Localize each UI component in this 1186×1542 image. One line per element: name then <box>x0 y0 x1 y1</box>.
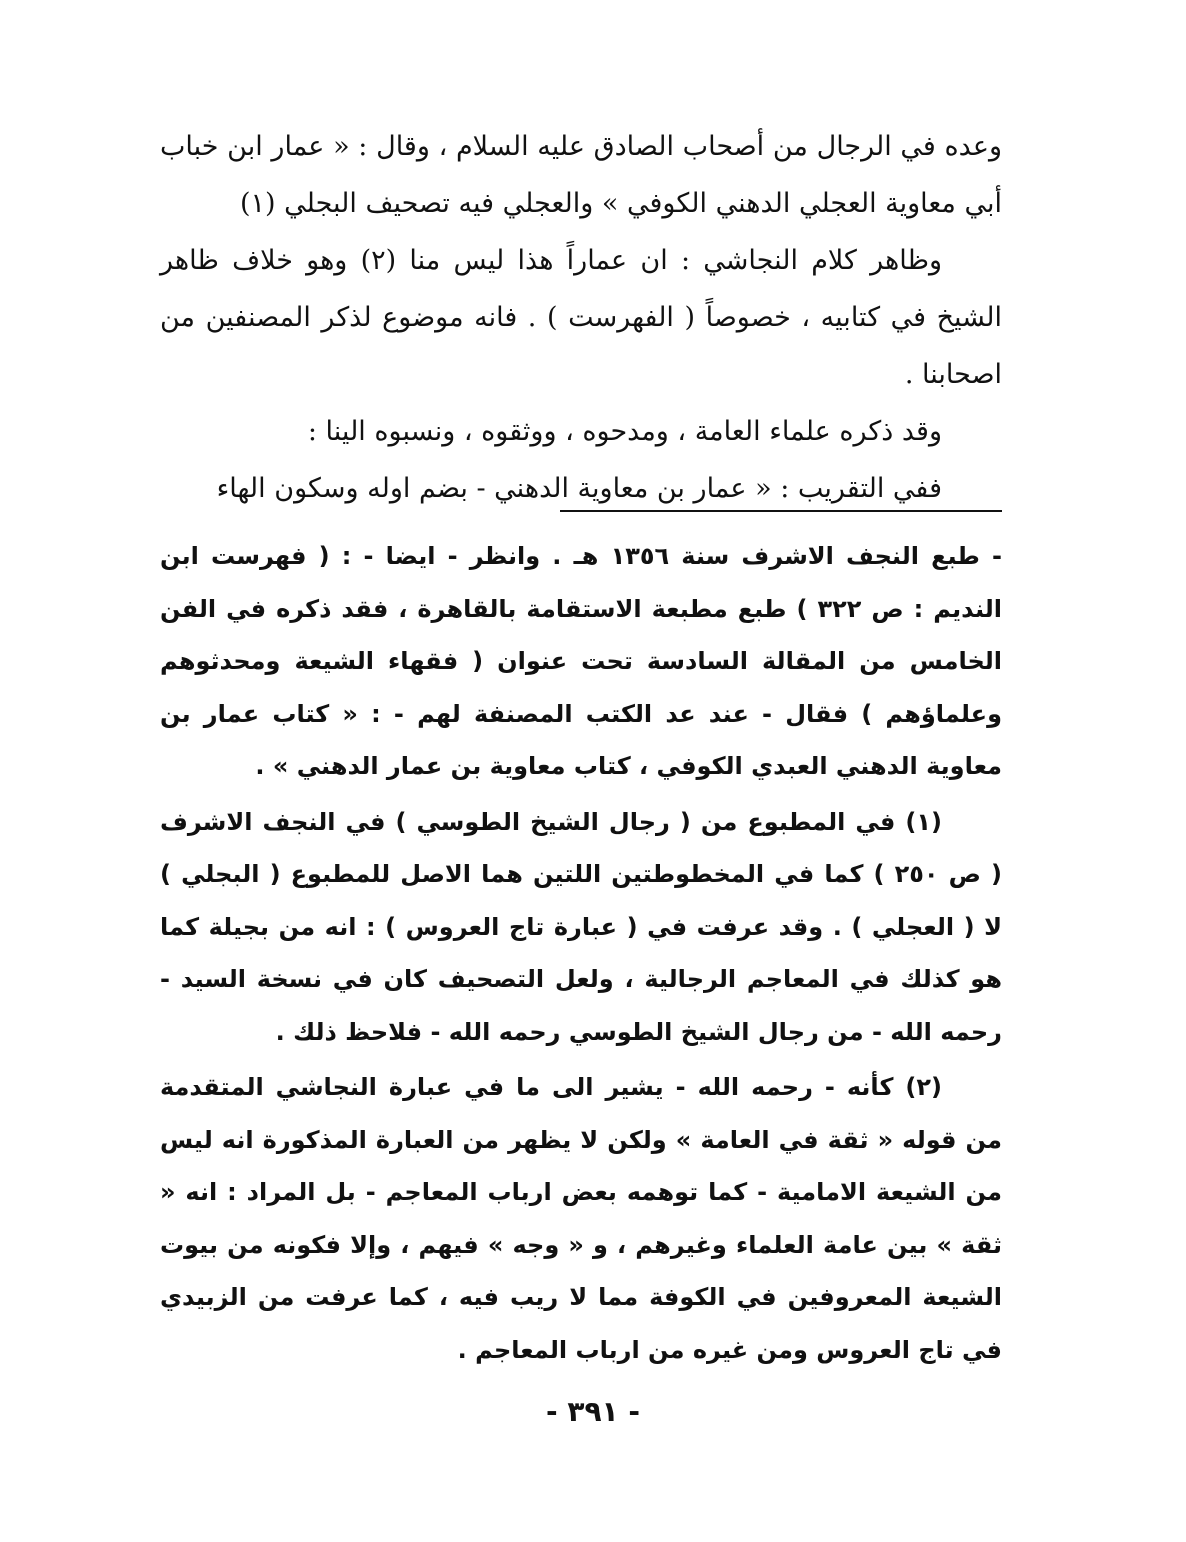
footnote-separator <box>560 510 1002 512</box>
main-paragraph: ففي التقريب : « عمار بن معاوية الدهني - بضم اوله وسكون الهاء <box>216 473 942 504</box>
main-paragraph: وظاهر كلام النجاشي : ان عماراً هذا ليس منا (٢) وهو خلاف ظاهر الشيخ في كتابيه ، خصوصاً ( الفهرست ) . فانه موضوع لذكر المصنفين من اصحابنا . <box>160 245 1002 390</box>
main-text <box>160 118 1002 517</box>
footnote-continuation: - طبع النجف الاشرف سنة ١٣٥٦ هـ . وانظر - ايضا - : ( فهرست ابن النديم : ص ٣٢٢ ) طبع مطبعة الاستقامة بالقاهرة ، فقد ذكره في الفن الخامس من المقالة السادسة تحت عنوان ( فقهاء الشيعة ومحدثوهم وعلماؤهم ) فقال - عند عد الكتب المصنفة لهم - : « كتاب عمار بن معاوية الدهني العبدي الكوفي ، كتاب معاوية بن عمار الدهني » . <box>160 542 1002 780</box>
main-paragraph: وقد ذكره علماء العامة ، ومدحوه ، ووثقوه ، ونسبوه الينا : <box>307 416 942 447</box>
main-paragraph: وعده في الرجال من أصحاب الصادق عليه السلام ، وقال : « عمار ابن خباب أبي معاوية العجلي الدهني الكوفي » والعجلي فيه تصحيف البجلي (١) <box>160 131 1002 219</box>
footnotes <box>160 530 1002 1376</box>
footnote-1: (١) في المطبوع من ( رجال الشيخ الطوسي ) في النجف الاشرف ( ص ٢٥٠ ) كما في المخطوطتين اللتين هما الاصل للمطبوع ( البجلي ) لا ( العجلي ) . وقد عرفت في ( عبارة تاج العروس ) : انه من بجيلة كما هو كذلك في المعاجم الرجالية ، ولعل التصحيف كان في نسخة السيد - رحمه الله - من رجال الشيخ الطوسي رحمه الله - فلاحظ ذلك . <box>160 807 1002 1046</box>
footnote-2: (٢) كأنه - رحمه الله - يشير الى ما في عبارة النجاشي المتقدمة من قوله « ثقة في العامة » ولكن لا يظهر من العبارة المذكورة انه ليس من الشيعة الامامية - كما توهمه بعض ارباب المعاجم - بل المراد : انه « ثقة » بين عامة العلماء وغيرهم ، و « وجه » فيهم ، وإلا فكونه من بيوت الشيعة المعروفين في الكوفة مما لا ريب فيه ، كما عرفت من الزبيدي في تاج العروس ومن غيره من ارباب المعاجم . <box>160 1073 1002 1364</box>
page-number: - ٣٩١ - <box>545 1395 641 1428</box>
